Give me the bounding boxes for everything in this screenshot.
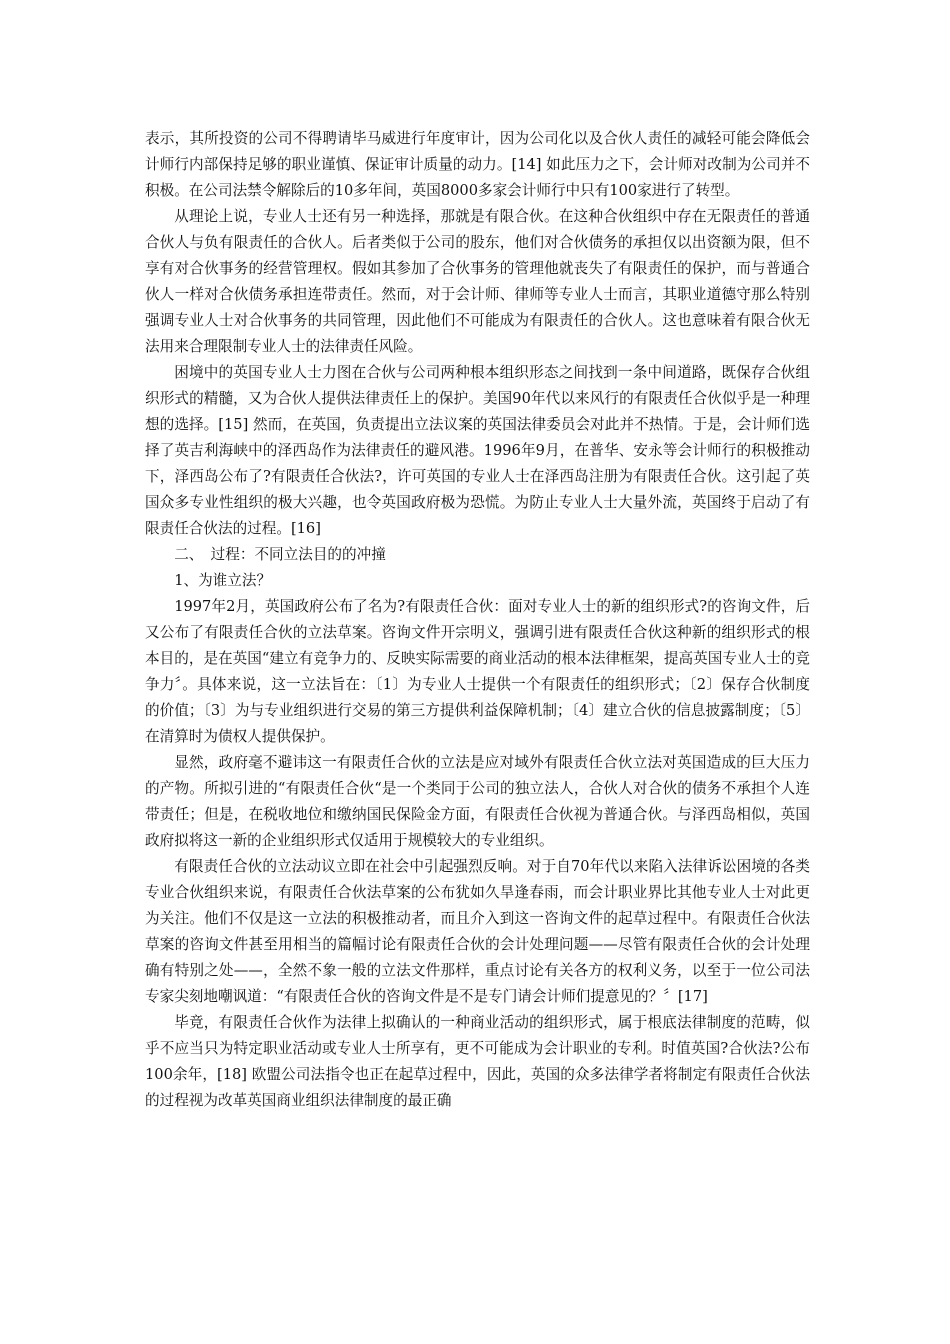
paragraph-3: 困境中的英国专业人士力图在合伙与公司两种根本组织形态之间找到一条中间道路，既保存合伙组织形式的精髓，又为合伙人提供法律责任上的保护。美国90年代以来风行的有限责任合伙似乎是一种理想的选择。[15] 然而，在英国，负责提出立法议案的英国法律委员会对此并不热情。于是，会计师们选择了英吉利海峡中的泽西岛作为法律责任的避风港。1996年9月，在普华、安永等会计师行的积极推动下，泽西岛公布了?有限责任合伙法?，许可英国的专业人士在泽西岛注册为有限责任合伙。这引起了英国众多专业性组织的极大兴趣，也令英国政府极为恐慌。为防止专业人士大量外流，英国终于启动了有限责任合伙法的过程。[16] [145, 364, 810, 537]
subsection-heading: 1、为谁立法？ [174, 572, 272, 589]
paragraph-5: 显然，政府毫不避讳这一有限责任合伙的立法是应对域外有限责任合伙立法对英国造成的巨大压力的产物。所拟引进的“有限责任合伙“是一个类同于公司的独立法人，合伙人对合伙的债务不承担个人连带责任；但是，在税收地位和缴纳国民保险金方面，有限责任合伙视为普通合伙。与泽西岛相似，英国政府拟将这一新的企业组织形式仅适用于规模较大的专业组织。 [145, 754, 810, 849]
paragraph-6: 有限责任合伙的立法动议立即在社会中引起强烈反响。对于自70年代以来陷入法律诉讼困境的各类专业合伙组织来说，有限责任合伙法草案的公布犹如久旱逢春雨，而会计职业界比其他专业人士对此更为关注。他们不仅是这一立法的积极推动者，而且介入到这一咨询文件的起草过程中。有限责任合伙法草案的咨询文件甚至用相当的篇幅讨论有限责任合伙的会计处理问题——尽管有限责任合伙的会计处理确有特别之处——，全然不象一般的立法文件那样，重点讨论有关各方的权利义务，以至于一位公司法专家尖刻地嘲讽道：“有限责任合伙的咨询文件是不是专门请会计师们提意见的？〞[17] [145, 858, 810, 1005]
paragraph-2: 从理论上说，专业人士还有另一种选择，那就是有限合伙。在这种合伙组织中存在无限责任的普通合伙人与负有限责任的合伙人。后者类似于公司的股东，他们对合伙债务的承担仅以出资额为限，但不享有对合伙事务的经营管理权。假如其参加了合伙事务的管理他就丧失了有限责任的保护，而与普通合伙人一样对合伙债务承担连带责任。然而，对于会计师、律师等专业人士而言，其职业道德守那么特别强调专业人士对合伙事务的共同管理，因此他们不可能成为有限责任的合伙人。这也意味着有限合伙无法用来合理限制专业人士的法律责任风险。 [145, 208, 810, 355]
section-heading: 二、 过程：不同立法目的的冲撞 [174, 546, 386, 563]
paragraph-1: 表示，其所投资的公司不得聘请毕马威进行年度审计，因为公司化以及合伙人责任的减轻可能会降低会计师行内部保持足够的职业谨慎、保证审计质量的动力。[14] 如此压力之下，会计师对改制为公司并不积极。在公司法禁令解除后的10多年间，英国8000多家会计师行中只有100家进行了转型。 [145, 130, 810, 199]
paragraph-7: 毕竟，有限责任合伙作为法律上拟确认的一种商业活动的组织形式，属于根底法律制度的范畴，似乎不应当只为特定职业活动或专业人士所享有，更不可能成为会计职业的专利。时值英国?合伙法?公布100余年，[18] 欧盟公司法指令也正在起草过程中，因此，英国的众多法律学者将制定有限责任合伙法的过程视为改革英国商业组织法律制度的最正确 [145, 1014, 810, 1109]
document-body [145, 126, 810, 1114]
paragraph-4: 1997年2月，英国政府公布了名为?有限责任合伙：面对专业人士的新的组织形式?的咨询文件，后又公布了有限责任合伙的立法草案。咨询文件开宗明义，强调引进有限责任合伙这种新的组织形式的根本目的，是在英国“建立有竞争力的、反映实际需要的商业活动的根本法律框架，提高英国专业人士的竞争力〞。具体来说，这一立法旨在：〔1〕为专业人士提供一个有限责任的组织形式；〔2〕保存合伙制度的价值；〔3〕为与专业组织进行交易的第三方提供利益保障机制；〔4〕建立合伙的信息披露制度；〔5〕在清算时为债权人提供保护。 [145, 598, 810, 745]
